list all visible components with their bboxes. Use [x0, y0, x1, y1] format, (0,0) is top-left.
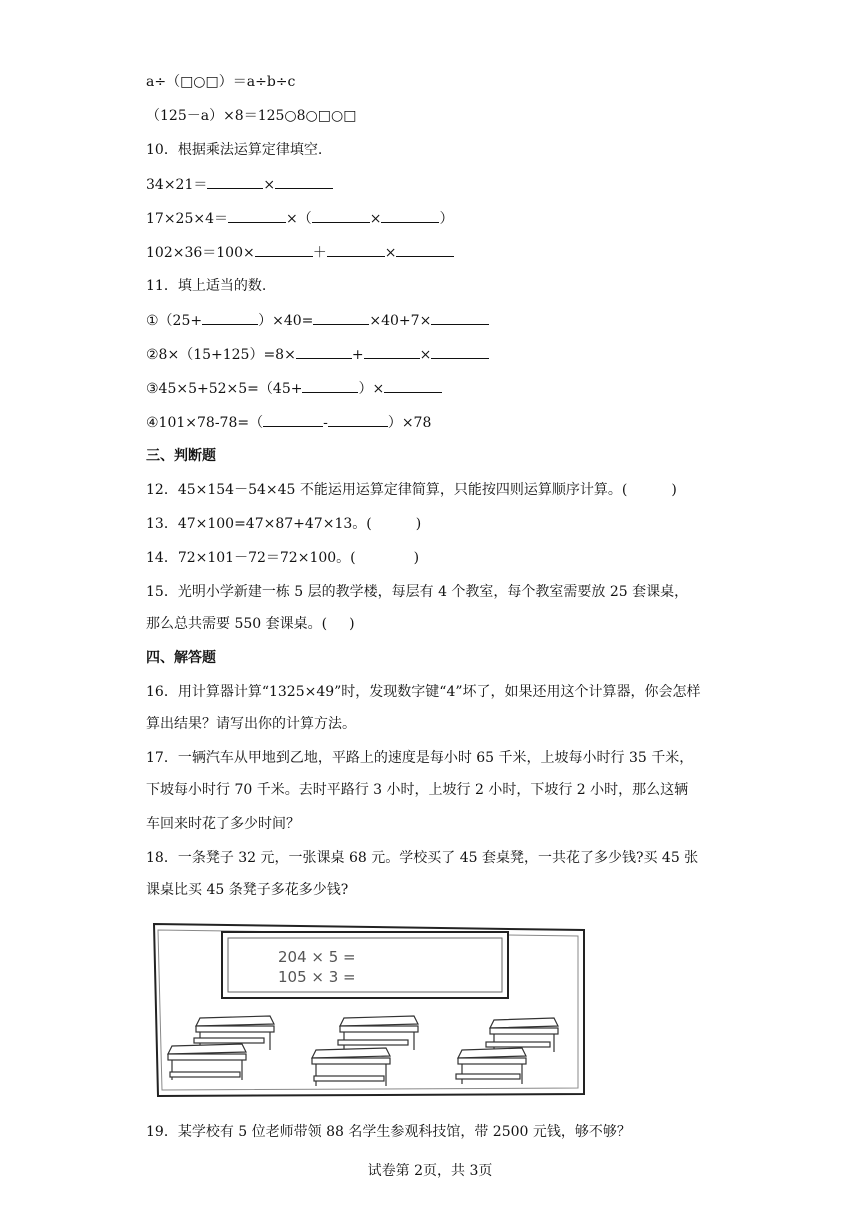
- answer-blank[interactable]: [296, 344, 352, 359]
- answer-blank[interactable]: [302, 378, 358, 393]
- question-10c: 102×36＝100× ＋ ×: [146, 242, 454, 263]
- answer-blank[interactable]: [381, 208, 439, 223]
- section-3-heading: 三、判断题: [146, 448, 216, 464]
- question-16-line-1: 16．用计算器计算“1325×49”时，发现数字键“4”坏了，如果还用这个计算器，你会怎样: [146, 684, 701, 700]
- board-text-2: 105 × 3 =: [278, 968, 356, 986]
- answer-blank[interactable]: [255, 242, 313, 257]
- question-10-title: 10．根据乘法运算定律填空.: [146, 142, 323, 158]
- page-footer: 试卷第 2页，共 3页: [367, 1163, 493, 1179]
- answer-blank[interactable]: [228, 208, 286, 223]
- answer-blank[interactable]: [328, 412, 388, 427]
- question-12: 12．45×154－54×45 不能运用运算定律简算，只能按四则运算顺序计算。( ): [146, 482, 677, 498]
- answer-blank[interactable]: [327, 242, 385, 257]
- answer-blank[interactable]: [384, 378, 442, 393]
- expression-line-1: a÷（□○□）＝a÷b÷c: [146, 74, 296, 90]
- answer-blank[interactable]: [202, 310, 258, 325]
- question-17-line-3: 车回来时花了多少时间？: [146, 816, 300, 832]
- question-14: 14．72×101－72＝72×100。( ): [146, 550, 420, 566]
- question-11b: ②8×（15+125）=8× + ×: [146, 344, 489, 365]
- question-15-line-2: 那么总共需要 550 套课桌。( ): [146, 616, 355, 632]
- question-15-line-1: 15．光明小学新建一栋 5 层的教学楼，每层有 4 个教室，每个教室需要放 25 套课桌，: [146, 584, 689, 600]
- answer-blank[interactable]: [312, 208, 370, 223]
- section-4-heading: 四、解答题: [146, 650, 216, 666]
- question-19: 19．某学校有 5 位老师带领 88 名学生参观科技馆，带 2500 元钱，够不够？: [146, 1124, 631, 1140]
- question-11d: ④101×78-78=（ - ）×78: [146, 412, 431, 433]
- question-13: 13．47×100=47×87+47×13。( ): [146, 516, 422, 532]
- question-16-line-2: 算出结果？请写出你的计算方法。: [146, 716, 356, 732]
- answer-blank[interactable]: [364, 344, 420, 359]
- answer-blank[interactable]: [313, 310, 369, 325]
- answer-blank[interactable]: [396, 242, 454, 257]
- board-text-1: 204 × 5 =: [278, 948, 356, 966]
- answer-blank[interactable]: [431, 344, 489, 359]
- classroom-drawing: [150, 920, 588, 1098]
- classroom-illustration: [150, 920, 588, 1098]
- question-11-title: 11．填上适当的数.: [146, 278, 267, 294]
- question-10a: 34×21＝ ×: [146, 174, 333, 195]
- question-18-line-1: 18．一条凳子 32 元，一张课桌 68 元。学校买了 45 套桌凳，一共花了多少钱?买 45 张: [146, 850, 699, 866]
- question-17-line-2: 下坡每小时行 70 千米。去时平路行 3 小时，上坡行 2 小时，下坡行 2 小时，那么这辆: [146, 782, 689, 798]
- question-10b: 17×25×4＝ ×（ × ）: [146, 208, 453, 229]
- question-11c: ③45×5+52×5=（45+ ）×: [146, 378, 442, 399]
- question-11a: ①（25+ ）×40= ×40+7×: [146, 310, 489, 331]
- expression-line-2: （125－a）×8＝125○8○□○□: [146, 108, 357, 124]
- answer-blank[interactable]: [263, 412, 323, 427]
- answer-blank[interactable]: [275, 174, 333, 189]
- question-17-line-1: 17．一辆汽车从甲地到乙地，平路上的速度是每小时 65 千米，上坡每小时行 35 千米，: [146, 750, 694, 766]
- answer-blank[interactable]: [207, 174, 263, 189]
- question-18-line-2: 课桌比买 45 条凳子多花多少钱?: [146, 882, 349, 898]
- answer-blank[interactable]: [431, 310, 489, 325]
